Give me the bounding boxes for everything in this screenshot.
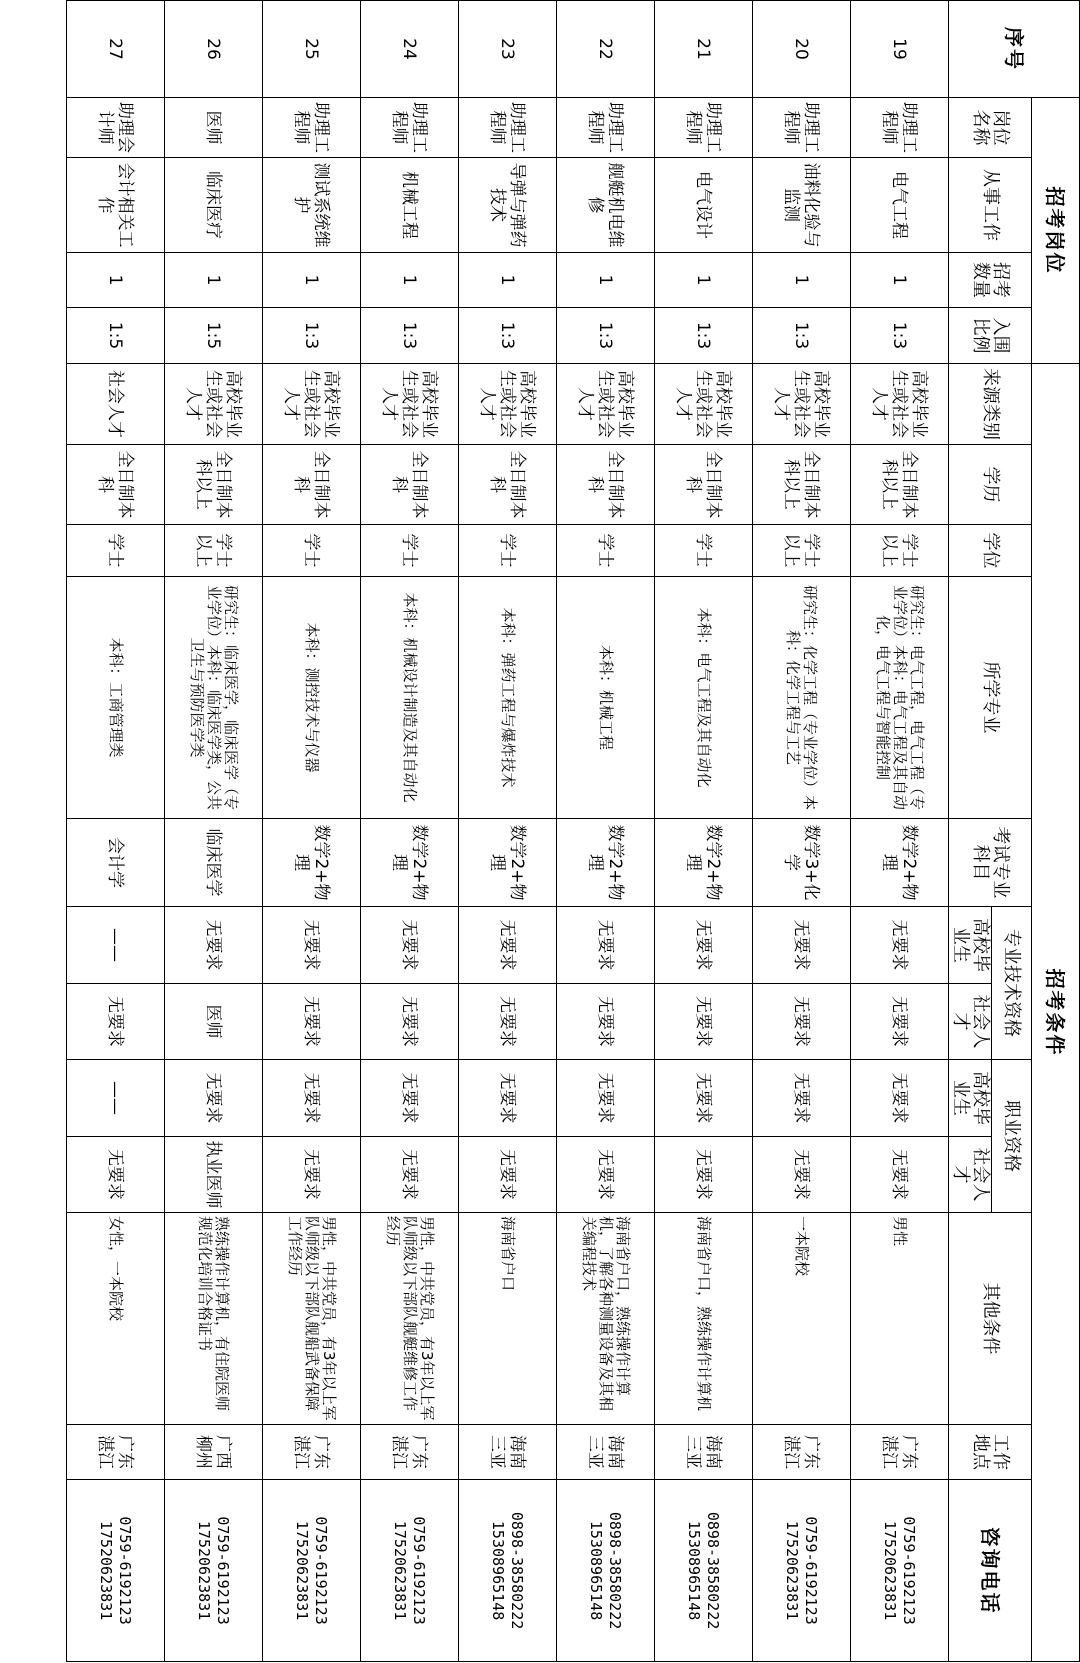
- cell-post-name: 助理工程师: [263, 98, 361, 158]
- cell-education: 全日制本科: [361, 445, 459, 525]
- cell-work: 导弹与弹药技术: [459, 158, 557, 253]
- header-ratio: 入围比例: [949, 308, 1032, 364]
- header-education: 学历: [949, 445, 1032, 525]
- phone-line-2: 17520623831: [293, 1520, 312, 1621]
- cell-job-grad: 无要求: [753, 1060, 851, 1137]
- cell-job-social: 无要求: [67, 1137, 165, 1213]
- phone-line-2: 15308965148: [685, 1520, 704, 1621]
- cell-exam: 会计学: [67, 819, 165, 907]
- cell-tech-grad: 无要求: [753, 907, 851, 984]
- cell-major: 本科：电气工程及其自动化: [655, 577, 753, 819]
- cell-seq: 25: [263, 1, 361, 98]
- cell-tech-grad: 无要求: [557, 907, 655, 984]
- cell-degree: 学士以上: [753, 525, 851, 577]
- cell-place: 海南三亚: [557, 1425, 655, 1480]
- cell-exam: 数学3+化学: [753, 819, 851, 907]
- cell-ratio: 1:5: [67, 308, 165, 364]
- cell-phone: [851, 1480, 949, 1662]
- header-job-social: 社会人才: [949, 1137, 992, 1213]
- phone-line-2: 17520623831: [391, 1520, 410, 1621]
- cell-tech-social: 无要求: [361, 984, 459, 1060]
- cell-education: 全日制本科以上: [851, 445, 949, 525]
- cell-tech-social: 医师: [165, 984, 263, 1060]
- cell-other: 海南省户口: [459, 1213, 557, 1425]
- cell-education: 全日制本科: [655, 445, 753, 525]
- phone-line-2: 17520623831: [195, 1520, 214, 1621]
- cell-seq: 26: [165, 1, 263, 98]
- cell-degree: 学士: [557, 525, 655, 577]
- cell-seq: 23: [459, 1, 557, 98]
- cell-seq: 24: [361, 1, 459, 98]
- cell-degree: 学士: [67, 525, 165, 577]
- cell-degree: 学士以上: [165, 525, 263, 577]
- phone-line-1: 0759-6192123: [214, 1516, 233, 1625]
- cell-work: 电气工程: [851, 158, 949, 253]
- cell-tech-social: 无要求: [67, 984, 165, 1060]
- cell-seq: 21: [655, 1, 753, 98]
- cell-phone: [655, 1480, 753, 1662]
- cell-tech-grad: 无要求: [361, 907, 459, 984]
- cell-other: 一本院校: [753, 1213, 851, 1425]
- cell-tech-social: 无要求: [557, 984, 655, 1060]
- cell-major: 研究生：临床医学，临床医学（专业学位）本科：临床医学类，公共卫生与预防医学类: [165, 577, 263, 819]
- cell-seq: 20: [753, 1, 851, 98]
- cell-other: 海南省户口，熟练操作计算机: [655, 1213, 753, 1425]
- cell-phone: [361, 1480, 459, 1662]
- cell-count: 1: [851, 253, 949, 308]
- cell-work: 油料化验与监测: [753, 158, 851, 253]
- header-phone: 咨询电话: [949, 1480, 1032, 1662]
- header-source: 来源类别: [949, 364, 1032, 445]
- cell-education: 全日制本科: [557, 445, 655, 525]
- cell-ratio: 1:3: [655, 308, 753, 364]
- cell-source: 高校毕业生或社会人才: [655, 364, 753, 445]
- cell-other: 男性，中共党员，有3年以上军队师级以下部队舰船武备保障工作经历: [263, 1213, 361, 1425]
- cell-job-social: 无要求: [263, 1137, 361, 1213]
- phone-line-2: 17520623831: [881, 1520, 900, 1621]
- cell-source: 高校毕业生或社会人才: [851, 364, 949, 445]
- cell-phone: [263, 1480, 361, 1662]
- header-job-grad: 高校毕业生: [949, 1060, 992, 1137]
- cell-ratio: 1:3: [459, 308, 557, 364]
- cell-phone: [753, 1480, 851, 1662]
- cell-education: 全日制本科以上: [165, 445, 263, 525]
- cell-phone: [67, 1480, 165, 1662]
- cell-work: 临床医疗: [165, 158, 263, 253]
- cell-major: 本科：工商管理类: [67, 577, 165, 819]
- cell-work: 会计相关工作: [67, 158, 165, 253]
- table-row: [459, 1, 557, 1662]
- cell-tech-grad: 无要求: [263, 907, 361, 984]
- phone-line-1: 0898-38580222: [704, 1511, 723, 1630]
- recruitment-table: [66, 0, 1080, 1662]
- cell-source: 高校毕业生或社会人才: [361, 364, 459, 445]
- cell-other: 男性，中共党员，有3年以上军队师级以下部队舰艇维修工作经历: [361, 1213, 459, 1425]
- cell-job-social: 无要求: [753, 1137, 851, 1213]
- table-row: [67, 1, 165, 1662]
- table-row: [263, 1, 361, 1662]
- cell-source: 社会人才: [67, 364, 165, 445]
- cell-source: 高校毕业生或社会人才: [557, 364, 655, 445]
- phone-line-2: 17520623831: [97, 1520, 116, 1621]
- cell-job-social: 无要求: [851, 1137, 949, 1213]
- cell-degree: 学士: [655, 525, 753, 577]
- cell-tech-social: 无要求: [851, 984, 949, 1060]
- cell-post-name: 助理工程师: [361, 98, 459, 158]
- cell-degree: 学士以上: [851, 525, 949, 577]
- cell-tech-grad: 无要求: [851, 907, 949, 984]
- header-tech-grad: 高校毕业生: [949, 907, 992, 984]
- cell-count: 1: [67, 253, 165, 308]
- cell-job-grad: 无要求: [851, 1060, 949, 1137]
- cell-degree: 学士: [361, 525, 459, 577]
- cell-post-name: 助理工程师: [557, 98, 655, 158]
- cell-job-grad: 无要求: [557, 1060, 655, 1137]
- cell-work: 测试系统维护: [263, 158, 361, 253]
- phone-line-1: 0759-6192123: [410, 1516, 429, 1625]
- phone-line-1: 0759-6192123: [802, 1516, 821, 1625]
- table-row: [655, 1, 753, 1662]
- header-degree: 学位: [949, 525, 1032, 577]
- cell-job-social: 无要求: [361, 1137, 459, 1213]
- cell-post-name: 助理工程师: [851, 98, 949, 158]
- phone-line-2: 15308965148: [489, 1520, 508, 1621]
- cell-major: 本科：机械设计制造及其自动化: [361, 577, 459, 819]
- cell-post-name: 助理工程师: [655, 98, 753, 158]
- cell-phone: [557, 1480, 655, 1662]
- cell-post-name: 助理工程师: [753, 98, 851, 158]
- phone-line-2: 15308965148: [587, 1520, 606, 1621]
- cell-degree: 学士: [459, 525, 557, 577]
- table-body: [67, 1, 949, 1662]
- cell-place: 广东湛江: [263, 1425, 361, 1480]
- cell-source: 高校毕业生或社会人才: [459, 364, 557, 445]
- cell-ratio: 1:3: [361, 308, 459, 364]
- cell-ratio: 1:3: [557, 308, 655, 364]
- cell-count: 1: [165, 253, 263, 308]
- cell-major: 本科：机械工程: [557, 577, 655, 819]
- cell-other: 熟练操作计算机，有住院医师规范化培训合格证书: [165, 1213, 263, 1425]
- cell-ratio: 1:3: [753, 308, 851, 364]
- cell-tech-social: 无要求: [459, 984, 557, 1060]
- cell-exam: 临床医学: [165, 819, 263, 907]
- cell-job-social: 无要求: [557, 1137, 655, 1213]
- cell-job-social: 执业医师: [165, 1137, 263, 1213]
- cell-post-name: 助理会计师: [67, 98, 165, 158]
- cell-other: 女性，一本院校: [67, 1213, 165, 1425]
- header-exam: 考试专业科目: [949, 819, 1032, 907]
- cell-post-name: 医师: [165, 98, 263, 158]
- cell-exam: 数学2+物理: [851, 819, 949, 907]
- cell-job-social: 无要求: [459, 1137, 557, 1213]
- header-work: 从事工作: [949, 158, 1032, 253]
- header-post-name: 岗位名称: [949, 98, 1032, 158]
- table-row: [851, 1, 949, 1662]
- cell-seq: 22: [557, 1, 655, 98]
- cell-tech-social: 无要求: [753, 984, 851, 1060]
- cell-place: 广东湛江: [361, 1425, 459, 1480]
- cell-education: 全日制本科: [459, 445, 557, 525]
- header-major: 所学专业: [949, 577, 1032, 819]
- cell-exam: 数学2+物理: [655, 819, 753, 907]
- header-tech-social: 社会人才: [949, 984, 992, 1060]
- cell-job-grad: 无要求: [165, 1060, 263, 1137]
- cell-education: 全日制本科: [263, 445, 361, 525]
- phone-line-1: 0759-6192123: [900, 1516, 919, 1625]
- cell-major: 本科：弹药工程与爆炸技术: [459, 577, 557, 819]
- header-place: 工作地点: [949, 1425, 1032, 1480]
- header-seq: 序号: [949, 1, 1080, 98]
- cell-place: 广东湛江: [67, 1425, 165, 1480]
- cell-tech-grad: ——: [67, 907, 165, 984]
- cell-seq: 27: [67, 1, 165, 98]
- cell-job-grad: ——: [67, 1060, 165, 1137]
- cell-degree: 学士: [263, 525, 361, 577]
- cell-education: 全日制本科: [67, 445, 165, 525]
- table-row: [557, 1, 655, 1662]
- cell-exam: 数学2+物理: [557, 819, 655, 907]
- header-count: 招考数量: [949, 253, 1032, 308]
- cell-source: 高校毕业生或社会人才: [753, 364, 851, 445]
- cell-other: 海南省户口，熟练操作计算机，了解各种测量设备及其相关编程技术: [557, 1213, 655, 1425]
- cell-count: 1: [753, 253, 851, 308]
- cell-exam: 数学2+物理: [263, 819, 361, 907]
- cell-source: 高校毕业生或社会人才: [263, 364, 361, 445]
- cell-ratio: 1:3: [263, 308, 361, 364]
- cell-work: 舰艇机电维修: [557, 158, 655, 253]
- cell-ratio: 1:5: [165, 308, 263, 364]
- cell-tech-grad: 无要求: [655, 907, 753, 984]
- cell-place: 海南三亚: [655, 1425, 753, 1480]
- phone-line-1: 0898-38580222: [508, 1511, 527, 1630]
- cell-ratio: 1:3: [851, 308, 949, 364]
- phone-line-1: 0759-6192123: [312, 1516, 331, 1625]
- cell-count: 1: [263, 253, 361, 308]
- table-row: [361, 1, 459, 1662]
- cell-phone: [165, 1480, 263, 1662]
- header-tech-qualification: 专业技术资格: [992, 907, 1032, 1060]
- phone-line-2: 17520623831: [783, 1520, 802, 1621]
- cell-source: 高校毕业生或社会人才: [165, 364, 263, 445]
- cell-tech-grad: 无要求: [459, 907, 557, 984]
- cell-place: 广东湛江: [851, 1425, 949, 1480]
- cell-tech-grad: 无要求: [165, 907, 263, 984]
- phone-line-1: 0759-6192123: [116, 1516, 135, 1625]
- cell-job-social: 无要求: [655, 1137, 753, 1213]
- cell-seq: 19: [851, 1, 949, 98]
- cell-post-name: 助理工程师: [459, 98, 557, 158]
- cell-tech-social: 无要求: [263, 984, 361, 1060]
- cell-work: 电气设计: [655, 158, 753, 253]
- header-job-qualification: 职业资格: [992, 1060, 1032, 1213]
- cell-work: 机械工程: [361, 158, 459, 253]
- cell-job-grad: 无要求: [263, 1060, 361, 1137]
- cell-major: 研究生：化学工程（专业学位）本科：化学工程与工艺: [753, 577, 851, 819]
- phone-line-1: 0898-38580222: [606, 1511, 625, 1630]
- cell-count: 1: [361, 253, 459, 308]
- cell-count: 1: [655, 253, 753, 308]
- cell-other: 男性: [851, 1213, 949, 1425]
- cell-place: 广东湛江: [753, 1425, 851, 1480]
- cell-job-grad: 无要求: [459, 1060, 557, 1137]
- cell-count: 1: [557, 253, 655, 308]
- cell-exam: 数学2+物理: [459, 819, 557, 907]
- cell-place: 海南三亚: [459, 1425, 557, 1480]
- cell-tech-social: 无要求: [655, 984, 753, 1060]
- cell-education: 全日制本科以上: [753, 445, 851, 525]
- cell-phone: [459, 1480, 557, 1662]
- cell-major: 研究生：电气工程，电气工程（专业学位）本科：电气工程及其自动化，电气工程与智能控制: [851, 577, 949, 819]
- header-group-post: 招考岗位: [1032, 98, 1080, 364]
- cell-job-grad: 无要求: [655, 1060, 753, 1137]
- table-row: [165, 1, 263, 1662]
- header-group-conditions: 招考条件: [1032, 364, 1080, 1662]
- cell-exam: 数学2+物理: [361, 819, 459, 907]
- cell-count: 1: [459, 253, 557, 308]
- header-other: 其他条件: [949, 1213, 1032, 1425]
- table-row: [753, 1, 851, 1662]
- cell-job-grad: 无要求: [361, 1060, 459, 1137]
- cell-place: 广西柳州: [165, 1425, 263, 1480]
- cell-major: 本科：测控技术与仪器: [263, 577, 361, 819]
